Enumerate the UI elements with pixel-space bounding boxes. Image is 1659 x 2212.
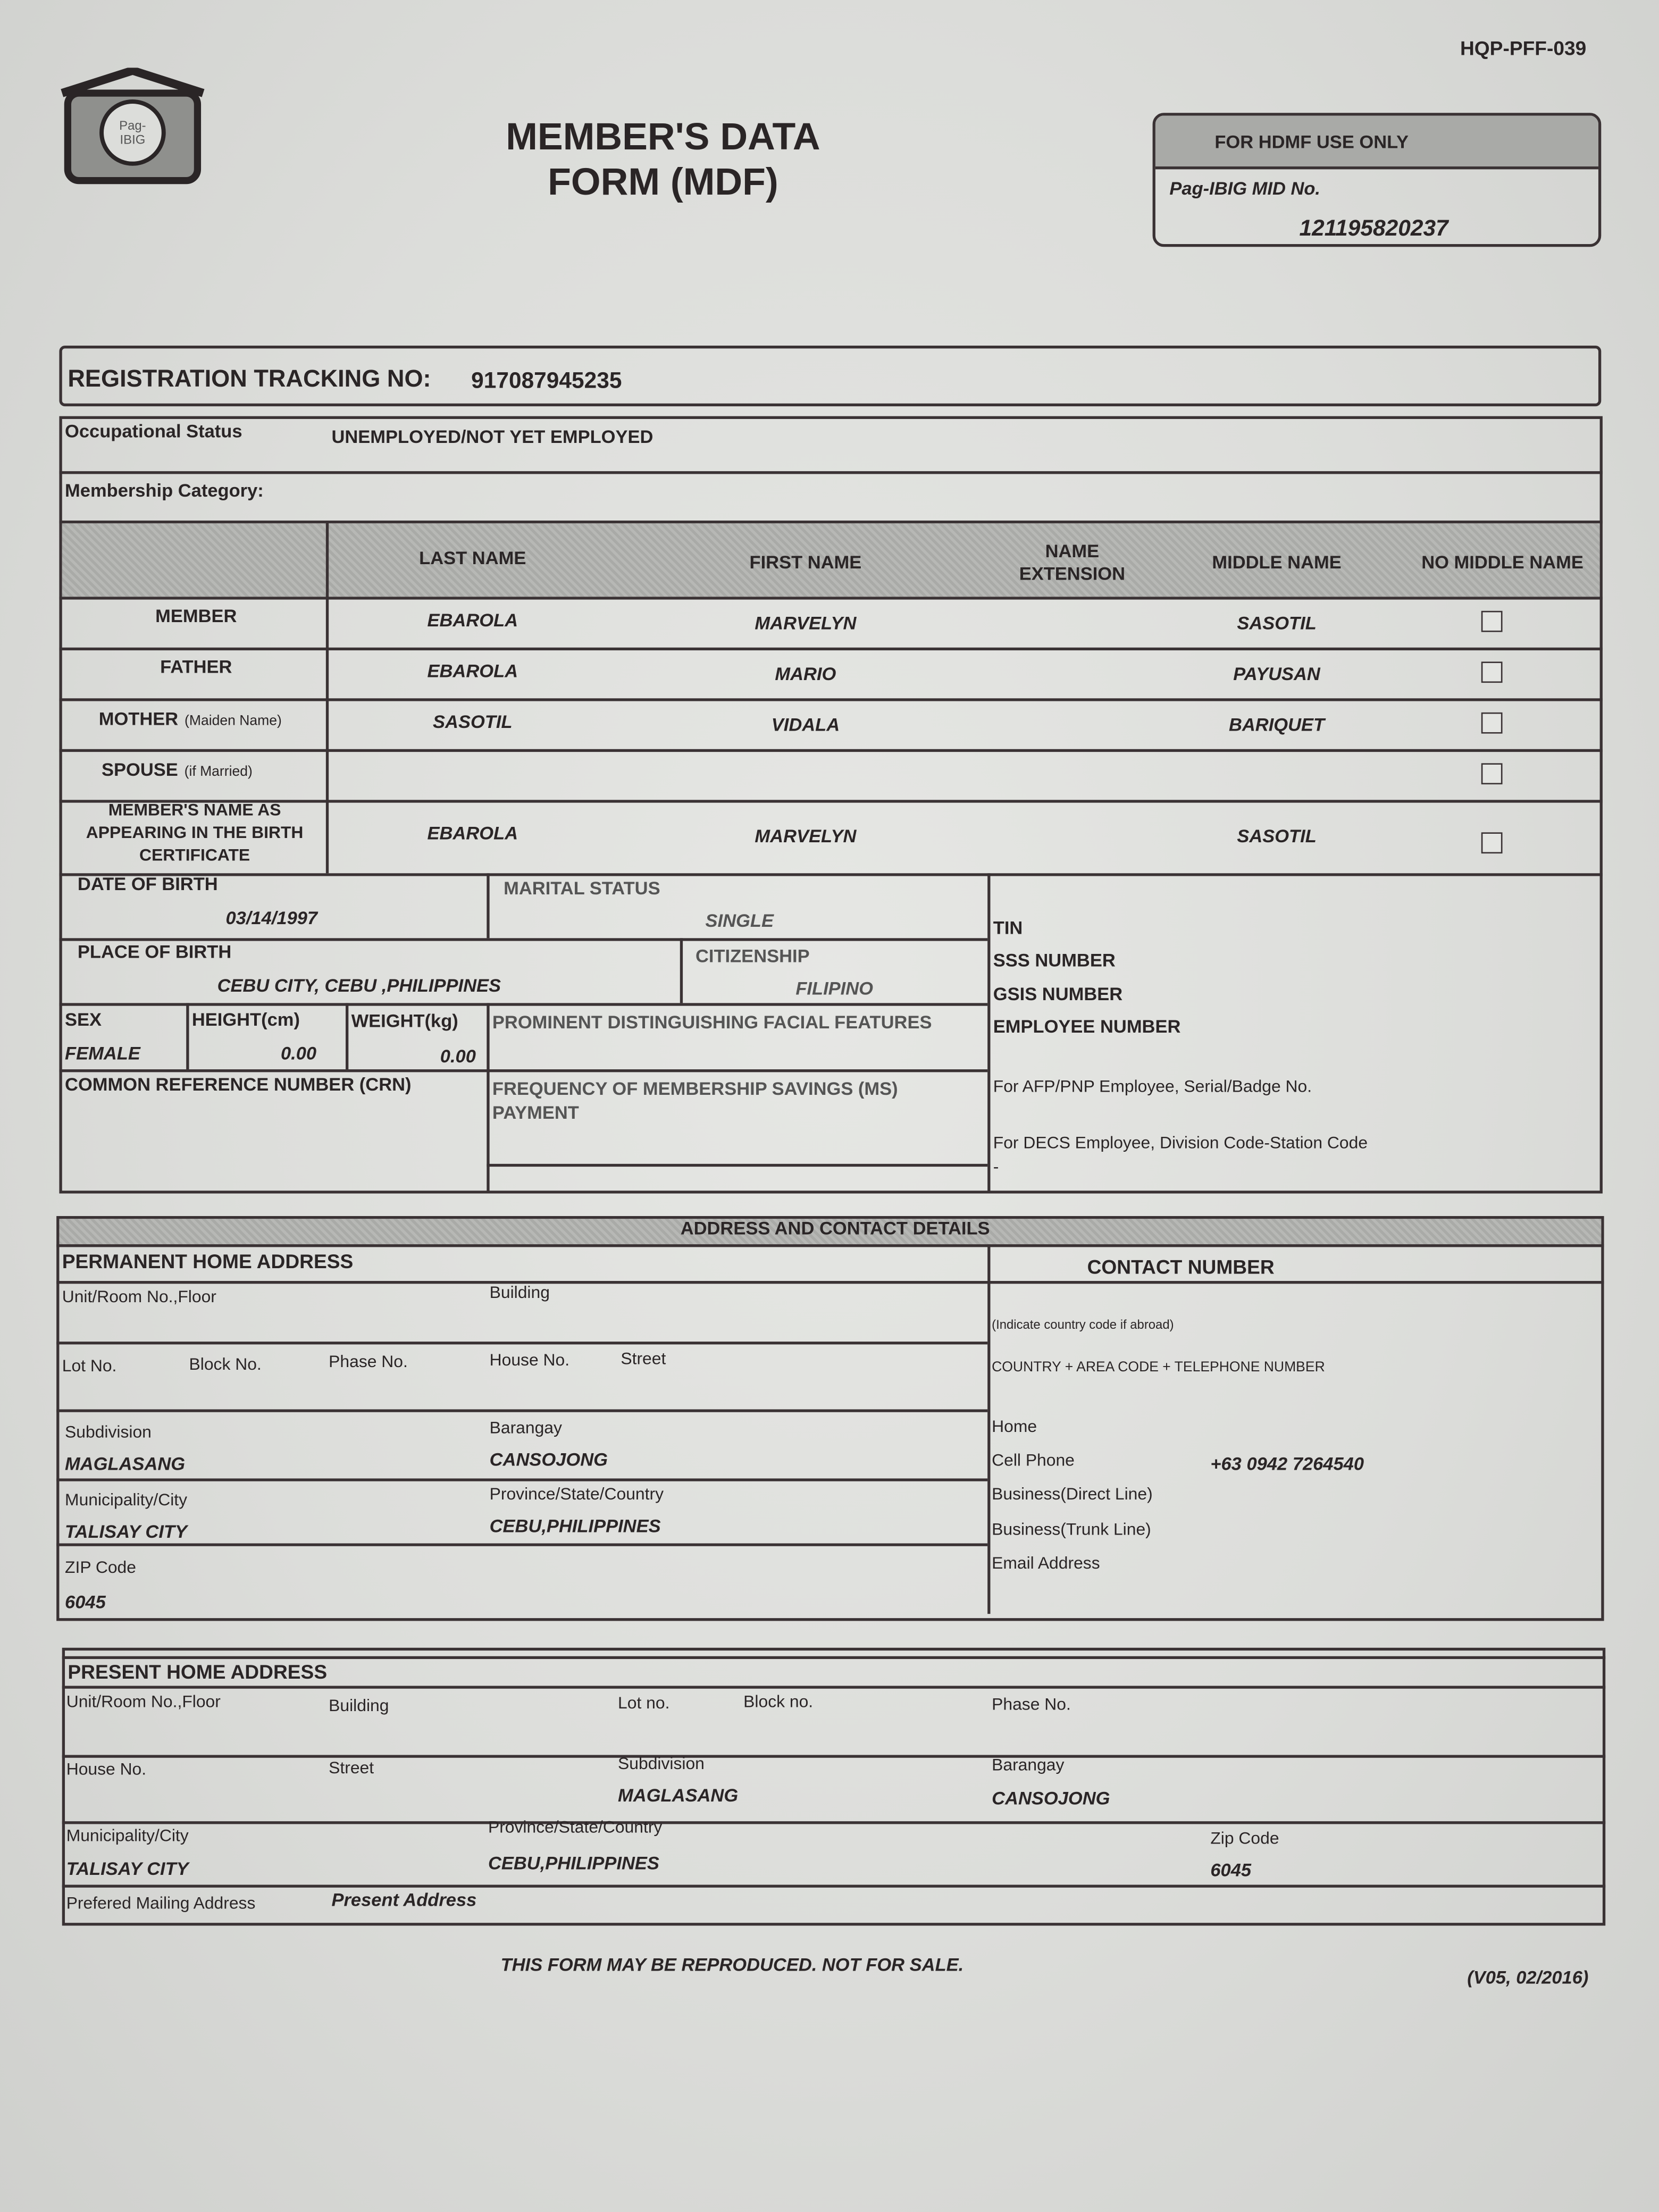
dob-label: DATE OF BIRTH <box>77 873 218 895</box>
middle-name: PAYUSAN <box>1233 663 1320 684</box>
header-middle-name: MIDDLE NAME <box>1212 551 1342 573</box>
phone-format-note: COUNTRY + AREA CODE + TELEPHONE NUMBER <box>992 1360 1325 1376</box>
present-province-value: CEBU,PHILIPPINES <box>488 1852 659 1874</box>
registration-label: REGISTRATION TRACKING NO: <box>68 365 431 392</box>
home-phone-label: Home <box>992 1416 1037 1436</box>
afp-pnp-label: For AFP/PNP Employee, Serial/Badge No. <box>993 1076 1312 1096</box>
row-label: FATHER <box>160 656 232 677</box>
middle-name: SASOTIL <box>1237 825 1317 847</box>
mid-value: 121195820237 <box>1299 217 1448 241</box>
subdivision-label: Subdivision <box>65 1422 152 1442</box>
svg-text:Pag-: Pag- <box>119 119 146 133</box>
employee-number-label: EMPLOYEE NUMBER <box>993 1016 1181 1037</box>
country-code-note: (Indicate country code if abroad) <box>992 1317 1174 1332</box>
row-sublabel: (Maiden Name) <box>185 714 282 730</box>
svg-text:IBIG: IBIG <box>120 132 146 147</box>
gsis-label: GSIS NUMBER <box>993 983 1123 1005</box>
present-phase-label: Phase No. <box>992 1694 1071 1714</box>
province-value: CEBU,PHILIPPINES <box>489 1515 661 1537</box>
decs-value: - <box>993 1157 999 1177</box>
zip-label: ZIP Code <box>65 1557 136 1578</box>
cell-phone-label: Cell Phone <box>992 1450 1075 1470</box>
present-house-label: House No. <box>66 1759 147 1779</box>
no-middle-name-checkbox[interactable] <box>1481 611 1503 632</box>
reproduction-notice: THIS FORM MAY BE REPRODUCED. NOT FOR SALE. <box>500 1954 964 1975</box>
street-label: Street <box>621 1348 666 1369</box>
no-middle-name-checkbox[interactable] <box>1481 661 1503 683</box>
mailing-address-label: Prefered Mailing Address <box>66 1893 256 1913</box>
pagibig-logo-icon <box>59 68 206 186</box>
present-address-title: PRESENT HOME ADDRESS <box>68 1660 328 1683</box>
hdmf-header: FOR HDMF USE ONLY <box>1214 131 1409 153</box>
address-contact-section <box>56 1216 1604 1621</box>
header-no-middle-name: NO MIDDLE NAME <box>1421 551 1583 573</box>
barangay-value: CANSOJONG <box>489 1448 608 1470</box>
present-unit-label: Unit/Room No.,Floor <box>66 1691 221 1712</box>
sex-label: SEX <box>65 1008 102 1030</box>
header-first-name: FIRST NAME <box>749 551 862 573</box>
occupational-label: Occupational Status <box>65 420 242 442</box>
membership-category-label: Membership Category: <box>65 480 264 501</box>
last-name: EBAROLA <box>427 822 518 844</box>
facial-features-label: PROMINENT DISTINGUISHING FACIAL FEATURES <box>492 1011 932 1033</box>
occupational-value: UNEMPLOYED/NOT YET EMPLOYED <box>331 426 653 448</box>
present-subdivision-value: MAGLASANG <box>618 1784 739 1806</box>
cell-phone-value: +63 0942 7264540 <box>1210 1453 1364 1474</box>
municipality-value: TALISAY CITY <box>65 1521 187 1542</box>
hdmf-use-box <box>1153 113 1602 247</box>
sss-label: SSS NUMBER <box>993 949 1116 971</box>
row-label: MEMBER'S NAME AS APPEARING IN THE BIRTH CERTIFICATE <box>86 800 304 865</box>
present-municipality-value: TALISAY CITY <box>66 1858 189 1879</box>
weight-value: 0.00 <box>440 1045 476 1067</box>
pob-label: PLACE OF BIRTH <box>77 941 232 962</box>
middle-name: BARIQUET <box>1228 714 1325 735</box>
present-street-label: Street <box>329 1757 374 1778</box>
marital-status-value: SINGLE <box>705 910 774 932</box>
municipality-label: Municipality/City <box>65 1489 188 1510</box>
last-name: EBAROLA <box>427 660 518 682</box>
present-municipality-label: Municipality/City <box>66 1825 189 1846</box>
crn-label: COMMON REFERENCE NUMBER (CRN) <box>65 1074 412 1095</box>
pob-value: CEBU CITY, CEBU ,PHILIPPINES <box>217 975 501 996</box>
present-subdivision-label: Subdivision <box>618 1753 705 1773</box>
block-label: Block No. <box>189 1354 262 1375</box>
header-name-extension: NAME EXTENSION <box>1019 540 1126 584</box>
present-address-section <box>62 1648 1605 1926</box>
zip-value: 6045 <box>65 1591 106 1613</box>
row-sublabel: (if Married) <box>184 764 253 781</box>
business-direct-label: Business(Direct Line) <box>992 1484 1153 1504</box>
citizenship-label: CITIZENSHIP <box>695 945 810 967</box>
first-name: MARIO <box>775 663 836 684</box>
province-label: Province/State/Country <box>489 1484 664 1504</box>
subdivision-value: MAGLASANG <box>65 1453 186 1474</box>
present-barangay-label: Barangay <box>992 1755 1065 1775</box>
no-middle-name-checkbox[interactable] <box>1481 763 1503 784</box>
unit-label: Unit/Room No.,Floor <box>62 1286 216 1306</box>
no-middle-name-checkbox[interactable] <box>1481 832 1503 853</box>
phase-label: Phase No. <box>329 1351 408 1371</box>
present-province-label: Province/State/Country <box>488 1817 663 1837</box>
mailing-address-value: Present Address <box>331 1889 477 1911</box>
contact-number-title: CONTACT NUMBER <box>1087 1255 1275 1278</box>
registration-number: 917087945235 <box>471 370 622 394</box>
row-label: MEMBER <box>155 605 237 626</box>
tin-label: TIN <box>993 917 1023 939</box>
frequency-label: FREQUENCY OF MEMBERSHIP SAVINGS (MS) PAYMENT <box>492 1077 898 1123</box>
dob-value: 03/14/1997 <box>225 907 318 928</box>
form-code: HQP-PFF-039 <box>1460 36 1587 60</box>
last-name: EBAROLA <box>427 609 518 631</box>
permanent-address-title: PERMANENT HOME ADDRESS <box>62 1250 354 1273</box>
citizenship-value: FILIPINO <box>795 977 873 999</box>
address-section-title: ADDRESS AND CONTACT DETAILS <box>680 1217 990 1239</box>
registration-box <box>59 346 1601 406</box>
decs-label: For DECS Employee, Division Code-Station Code <box>993 1133 1368 1153</box>
business-trunk-label: Business(Trunk Line) <box>992 1519 1151 1539</box>
height-value: 0.00 <box>280 1042 317 1064</box>
middle-name: SASOTIL <box>1237 612 1317 634</box>
present-zip-value: 6045 <box>1210 1859 1252 1881</box>
form-title-line2: FORM (MDF) <box>548 161 778 204</box>
height-label: HEIGHT(cm) <box>191 1008 300 1030</box>
barangay-label: Barangay <box>489 1418 562 1438</box>
row-label: SPOUSE <box>102 759 178 781</box>
first-name: MARVELYN <box>755 612 857 634</box>
present-block-label: Block no. <box>743 1691 814 1712</box>
mid-label: Pag-IBIG MID No. <box>1169 178 1321 199</box>
last-name: SASOTIL <box>433 711 513 732</box>
present-lot-label: Lot no. <box>618 1692 670 1713</box>
lot-label: Lot No. <box>62 1355 117 1376</box>
first-name: VIDALA <box>771 714 840 735</box>
present-zip-label: Zip Code <box>1210 1828 1279 1848</box>
present-barangay-value: CANSOJONG <box>992 1787 1110 1809</box>
header-last-name: LAST NAME <box>419 547 526 569</box>
no-middle-name-checkbox[interactable] <box>1481 713 1503 734</box>
email-label: Email Address <box>992 1553 1100 1573</box>
house-label: House No. <box>489 1350 570 1370</box>
first-name: MARVELYN <box>755 825 857 847</box>
marital-status-label: MARITAL STATUS <box>504 877 660 899</box>
present-building-label: Building <box>329 1696 389 1716</box>
form-title-line1: MEMBER'S DATA <box>506 115 820 158</box>
row-label: MOTHER <box>98 708 179 730</box>
sex-value: FEMALE <box>65 1042 140 1064</box>
weight-label: WEIGHT(kg) <box>351 1010 458 1032</box>
building-label: Building <box>489 1282 550 1302</box>
form-version: (V05, 02/2016) <box>1467 1966 1589 1988</box>
